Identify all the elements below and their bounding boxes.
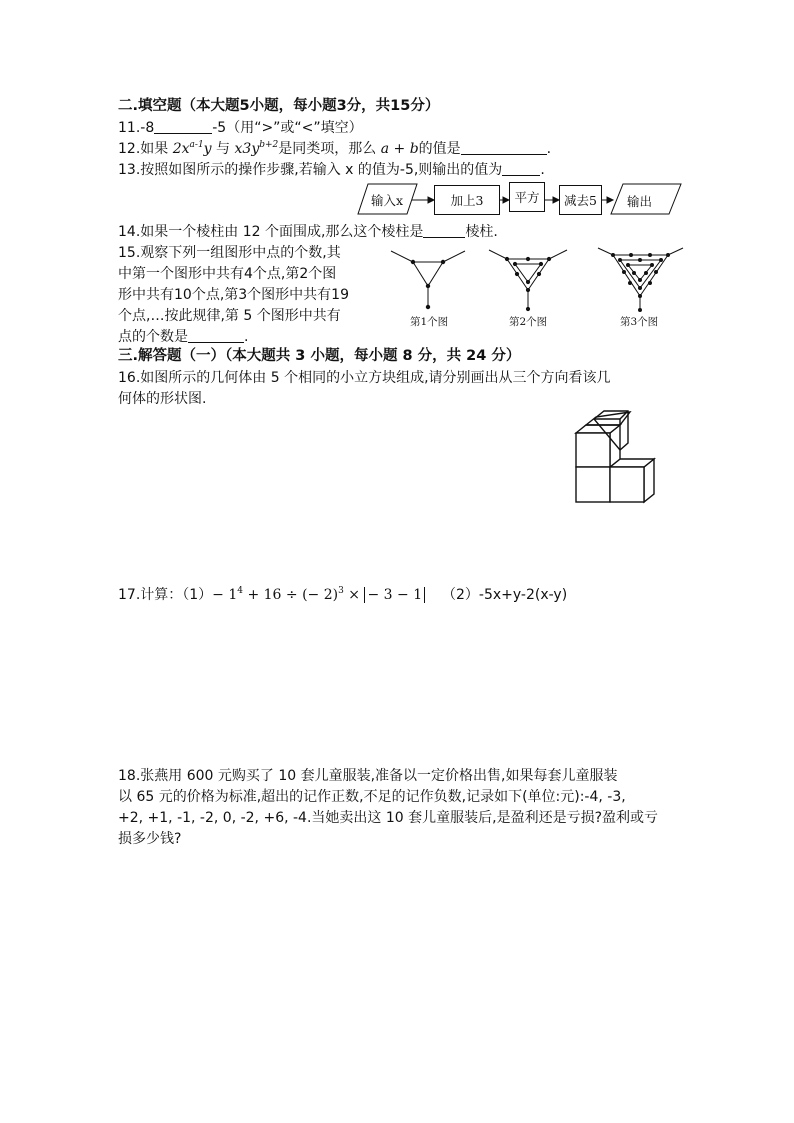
q12-mid2: 是同类项，那么 <box>278 141 377 157</box>
question-11 <box>118 118 363 138</box>
q12-term1: $2x^{a-1}y$ <box>172 140 212 157</box>
q15-answer-blank[interactable] <box>188 328 244 343</box>
flowchart <box>355 180 685 220</box>
q12-expr: a + b <box>380 141 419 157</box>
figure-2-caption: 第2个图 <box>509 316 548 328</box>
q18-line-4: 损多少钱? <box>118 831 182 847</box>
section-2-title: 二.填空题（本大题5小题，每小题3分，共15分） <box>118 98 440 114</box>
q17-label: 17.计算：（1） <box>118 587 213 603</box>
flow-output-label: 输出 <box>627 194 653 209</box>
q17-expression-1: − $1^4 + 16$ ÷ (− 2)$^3$ × − 3 − 1 <box>212 587 425 603</box>
q15-line-2: 中第一个图形中共有4个点,第2个图 <box>118 266 337 282</box>
q18-line-2: 以 65 元的价格为标准,超出的记作正数,不足的记作负数,记录如下(单位:元):-4, -3, <box>118 789 626 805</box>
flow-step-minus5: 减去5 <box>559 185 602 215</box>
q12-suffix: 的值是 <box>418 141 461 157</box>
q11-prefix: 11.-8 <box>118 120 155 136</box>
q11-suffix: -5（用“>”或“<”填空） <box>212 120 363 136</box>
q12-and: 与 <box>216 141 231 157</box>
q12-prefix: 12.如果 <box>118 141 169 157</box>
question-14 <box>118 222 498 242</box>
q11-answer-blank[interactable] <box>154 119 212 134</box>
question-12: 12.如果 $2x^{a-1}y$ 与 $x3y^{b+2}$是同类项，那么 a + b的值是 . <box>118 140 552 157</box>
q18-line-3: +2, +1, -1, -2, 0, -2, +6, -4.当她卖出这 10 套儿童服装后,是盈利还是亏损?盈利或亏 <box>118 810 659 826</box>
flow-input-label: 输入x <box>371 193 404 208</box>
figure-3-caption: 第3个图 <box>620 316 659 328</box>
q15-line-4: 个点,…按此规律,第 5 个图形中共有 <box>118 308 341 324</box>
q16-line-1: 16.如图所示的几何体由 5 个相同的小立方块组成,请分别画出从三个方向看该几 <box>118 370 611 386</box>
q17-part-2: （2）-5x+y-2(x-y) <box>442 587 568 603</box>
question-13: 13.按照如图所示的操作步骤,若输入 x 的值为-5,则输出的值为 . <box>118 162 545 178</box>
q15-line-3: 形中共有10个点,第3个图形中共有19 <box>118 287 349 303</box>
q12-answer-blank[interactable] <box>461 140 547 155</box>
q14-suffix: 棱柱. <box>465 224 498 240</box>
q16-line-2: 何体的形状图. <box>118 391 207 407</box>
section-3-title: 三.解答题（一）（本大题共 3 小题，每小题 8 分，共 24 分） <box>118 348 521 364</box>
q14-prefix: 14.如果一个棱柱由 12 个面围成,那么这个棱柱是 <box>118 224 424 240</box>
cube-solid-figure <box>570 408 670 508</box>
q12-term2: $x3y^{b+2}$ <box>234 140 279 157</box>
question-17 <box>118 585 425 605</box>
q15-line-5: 点的个数是 . <box>118 329 249 345</box>
q13-text: 13.按照如图所示的操作步骤,若输入 x 的值为-5,则输出的值为 <box>118 162 503 178</box>
figure-1-caption: 第1个图 <box>410 316 449 328</box>
q14-answer-blank[interactable] <box>423 223 465 238</box>
q13-answer-blank[interactable] <box>502 161 540 176</box>
flow-step-add3: 加上3 <box>434 185 500 215</box>
pattern-figures <box>380 240 690 335</box>
q15-line-1: 15.观察下列一组图形中点的个数,其 <box>118 245 341 261</box>
flow-step-square: 平方 <box>509 182 545 212</box>
q18-line-1: 18.张燕用 600 元购买了 10 套儿童服装,准备以一定价格出售,如果每套儿童服装 <box>118 768 618 784</box>
